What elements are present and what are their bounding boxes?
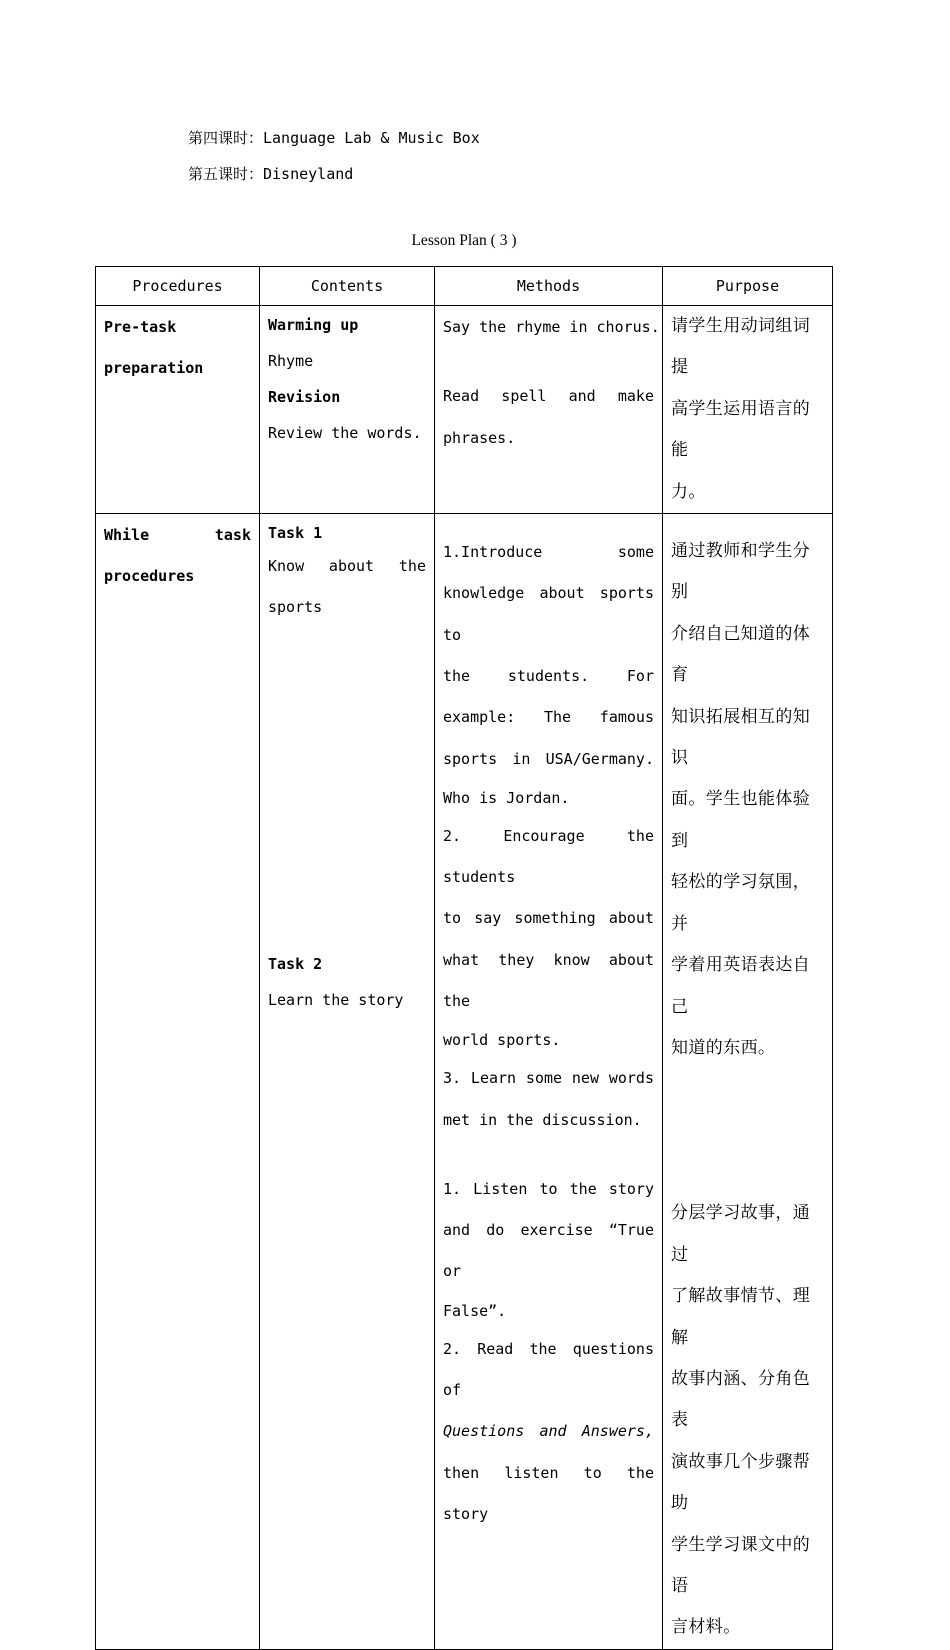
procedure-label (104, 515, 251, 556)
method-line: 1.Introduce some (443, 543, 654, 562)
contents-heading: Task 2 (268, 955, 323, 974)
contents-heading: Task 1 (268, 524, 323, 543)
contents-heading: Warming up (268, 316, 359, 334)
header-row (96, 267, 833, 306)
lesson-plan-table (95, 266, 833, 1650)
purpose-line: 轻松的学习氛围，并 (671, 872, 811, 934)
contents-text: Rhyme (268, 352, 314, 370)
lesson-5-line: 第五课时：Disneyland (188, 165, 354, 183)
contents-heading: Revision (268, 388, 341, 406)
method-line: Say the rhyme in chorus. (443, 318, 660, 336)
purpose-line: 请学生用动词组词提 (671, 316, 811, 378)
methods-cell (435, 514, 663, 1650)
method-line: Who is Jordan. (443, 788, 570, 807)
purpose-line: 知识拓展相互的知识 (671, 706, 811, 769)
purpose-line: 面。学生也能体验到 (671, 789, 811, 851)
procedure-cell (96, 514, 260, 1650)
contents-cell (260, 514, 435, 1650)
procedure-label: Pre-task (104, 318, 177, 336)
method-line: met in the discussion. (443, 1110, 642, 1129)
contents-text: Know about the (268, 557, 426, 576)
procedure-cell (96, 306, 260, 514)
purpose-line: 学着用英语表达自己 (671, 955, 811, 1017)
method-line: knowledge about sports to (443, 584, 654, 644)
procedure-label: procedures (104, 567, 195, 586)
purpose-cell (663, 306, 833, 514)
contents-text: Review the words. (268, 424, 422, 442)
table-row (96, 306, 833, 514)
method-line: then listen to the story (443, 1463, 654, 1523)
purpose-line: 了解故事情节、理解 (671, 1286, 811, 1348)
method-line: phrases. (443, 428, 516, 447)
method-line: 2. Encourage the students (443, 826, 654, 887)
purpose-line: 介绍自己知道的体育 (671, 623, 811, 686)
purpose-line: 高学生运用语言的能 (671, 398, 811, 461)
header-procedures: Procedures (96, 267, 260, 306)
contents-text: sports (268, 598, 323, 617)
procedure-label: preparation (104, 359, 204, 377)
table-caption: Lesson Plan ( 3 ) (411, 232, 517, 249)
procedure-word: task (214, 526, 251, 545)
header-purpose: Purpose (663, 267, 833, 306)
purpose-cell (663, 514, 833, 1650)
purpose-line: 力。 (671, 481, 706, 502)
methods-cell (435, 306, 663, 514)
method-line: to say something about (443, 909, 654, 928)
purpose-line: 知道的东西。 (671, 1037, 776, 1058)
purpose-line: 演故事几个步骤帮助 (671, 1451, 811, 1514)
lesson-4-line: 第四课时：Language Lab & Music Box (188, 129, 480, 147)
contents-text: Learn the story (268, 991, 404, 1010)
header-contents: Contents (260, 267, 435, 306)
method-line: the students. For (443, 666, 654, 685)
purpose-line: 故事内涵、分角色表 (671, 1368, 811, 1431)
method-line: 3. Learn some new words (443, 1069, 654, 1088)
purpose-line: 分层学习故事，通过 (671, 1203, 811, 1265)
purpose-line: 言材料。 (671, 1617, 741, 1638)
header-methods: Methods (435, 267, 663, 306)
purpose-line: 通过教师和学生分别 (671, 541, 811, 603)
method-line: 2. Read the questions of (443, 1339, 654, 1400)
method-line: False”. (443, 1301, 507, 1320)
table-row (96, 514, 833, 1650)
method-line: sports in USA/Germany. (443, 749, 654, 768)
method-line: Questions and Answers, (443, 1422, 654, 1441)
method-line: world sports. (443, 1031, 561, 1050)
purpose-line: 学生学习课文中的语 (671, 1534, 811, 1596)
procedure-word: While (104, 526, 150, 545)
contents-cell (260, 306, 435, 514)
method-line: what they know about the (443, 950, 654, 1010)
method-line: example: The famous (443, 708, 654, 727)
method-line: Read spell and make (443, 387, 654, 406)
method-line: 1. Listen to the story (443, 1179, 654, 1198)
method-line: and do exercise “True or (443, 1221, 654, 1281)
